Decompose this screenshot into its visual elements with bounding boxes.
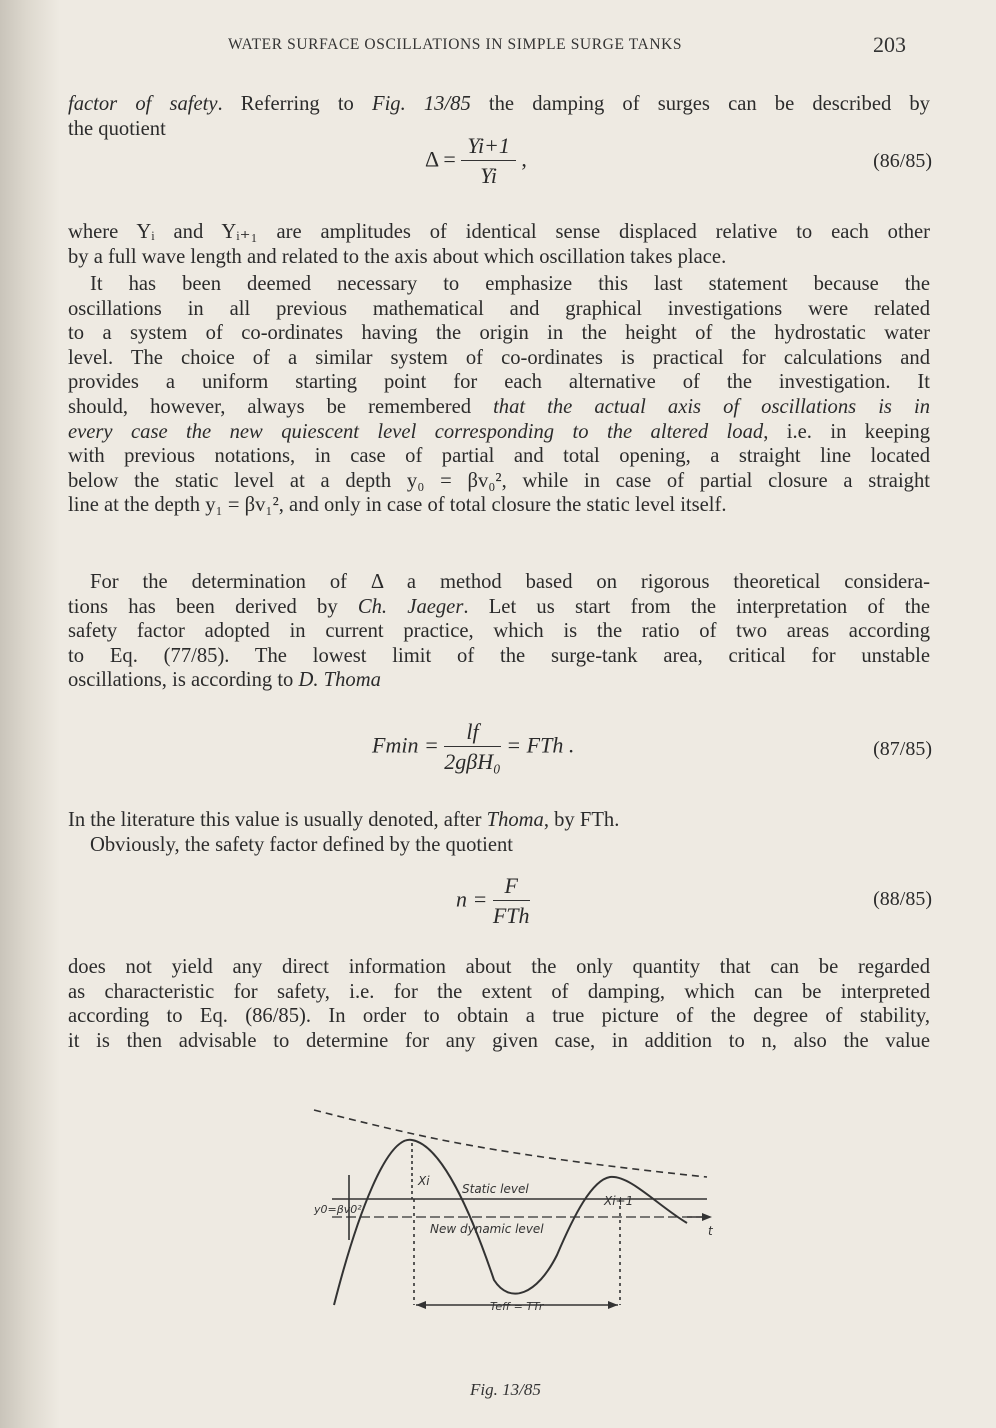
paragraph-5 bbox=[68, 808, 930, 857]
paragraph-line: with previous notations, in case of partial and total opening, a straight line located bbox=[68, 445, 930, 468]
paragraph-line: level. The choice of a similar system of co-ordinates is practical for calculations and bbox=[68, 346, 930, 369]
paragraph-line: by a full wave length and related to the axis about which oscillation takes place. bbox=[68, 245, 727, 268]
equation-number-86: (86/85) bbox=[873, 150, 932, 172]
arrowhead-left bbox=[416, 1301, 426, 1309]
equation-fraction bbox=[493, 872, 530, 931]
paragraph-line: factor of safety. Referring to Fig. 13/85 the damping of surges can be described by bbox=[68, 93, 930, 115]
equation-lhs: Δ = bbox=[425, 146, 456, 172]
paragraph-line: For the determination of Δ a method based on rigorous theoretical considera- bbox=[90, 571, 930, 593]
paragraph-line: does not yield any direct information about the only quantity that can be regarded bbox=[68, 956, 930, 978]
equation-lhs: Fmin = bbox=[372, 732, 439, 758]
figure-caption: Fig. 13/85 bbox=[470, 1380, 541, 1399]
paragraph-2 bbox=[68, 220, 930, 269]
italic-emphasis: that the actual axis of oscillations is in bbox=[493, 395, 930, 418]
equation-number-88: (88/85) bbox=[873, 888, 932, 910]
paragraph-line: line at the depth y₁ = βv₁², and only in case of total closure the static level itself. bbox=[68, 494, 727, 517]
label-y0: y0=βv0² bbox=[314, 1203, 362, 1216]
author-name: Ch. Jaeger bbox=[357, 595, 464, 618]
paragraph-line: to Eq. (77/85). The lowest limit of the surge-tank area, critical for unstable bbox=[68, 644, 930, 667]
paragraph-line: tions has been derived by Ch. Jaeger. Let us start from the interpretation of the bbox=[68, 595, 931, 618]
paragraph-line: every case the new quiescent level corresponding to the altered load, i.e. in keeping bbox=[68, 420, 930, 443]
italic-emphasis: every case the new quiescent level corresponding to the altered load bbox=[68, 420, 764, 443]
paragraph-line: where Yᵢ and Yᵢ₊₁ are amplitudes of identical sense displaced relative to each other bbox=[68, 221, 930, 243]
fraction-numerator: lf bbox=[444, 718, 501, 747]
paragraph-line: as characteristic for safety, i.e. for the extent of damping, which can be interpreted bbox=[68, 980, 930, 1003]
label-period: Teff = TTr bbox=[490, 1300, 544, 1313]
label-new-dynamic-level: New dynamic level bbox=[430, 1222, 544, 1236]
fraction-denominator: FTh bbox=[492, 903, 530, 928]
paragraph-6 bbox=[68, 955, 930, 1053]
damping-envelope bbox=[314, 1110, 707, 1177]
paragraph-line: oscillations in all previous mathematical and graphical investigations were related bbox=[68, 297, 930, 320]
paragraph-4 bbox=[68, 570, 930, 693]
running-head: WATER SURFACE OSCILLATIONS IN SIMPLE SURGE TANKS bbox=[228, 36, 683, 53]
fraction-denominator: 2gβH₀ bbox=[444, 749, 501, 774]
paragraph-line: In the literature this value is usually denoted, after Thoma, by FTh. bbox=[68, 809, 620, 831]
paragraph-line: It has been deemed necessary to emphasize this last statement because the bbox=[90, 273, 930, 295]
equation-fraction bbox=[444, 718, 501, 777]
paragraph-line: the quotient bbox=[68, 117, 166, 140]
fraction-denominator: Yi bbox=[480, 163, 497, 188]
equation-86: Δ = $\frac{Yi+1}{Yi}$ , bbox=[425, 132, 527, 191]
author-name: Thoma bbox=[486, 809, 544, 831]
paragraph-3 bbox=[68, 272, 930, 518]
figure-reference: Fig. 13/85 bbox=[371, 93, 471, 115]
equation-lhs: n = bbox=[456, 886, 488, 912]
arrowhead-time bbox=[702, 1213, 712, 1221]
label-static-level: Static level bbox=[462, 1182, 529, 1196]
equation-fraction bbox=[461, 132, 516, 191]
equation-87 bbox=[372, 718, 574, 777]
paragraph-line: safety factor adopted in current practice, which is the ratio of two areas according bbox=[68, 620, 930, 643]
italic-term: factor of safety bbox=[68, 93, 218, 115]
page-binding-shadow bbox=[0, 0, 60, 1428]
label-xi1: Xi+1 bbox=[604, 1194, 634, 1208]
paragraph-line: to a system of co-ordinates having the origin in the height of the hydrostatic water bbox=[68, 322, 930, 345]
equation-88 bbox=[456, 872, 530, 931]
fraction-numerator: Yi+1 bbox=[461, 132, 516, 161]
label-xi: Xi bbox=[418, 1174, 430, 1188]
equation-number-87: (87/85) bbox=[873, 738, 932, 760]
arrowhead-right bbox=[608, 1301, 618, 1309]
paragraph-line: below the static level at a depth y₀ = βv₀², while in case of partial closure a straight bbox=[68, 469, 930, 492]
paragraph-line: Obviously, the safety factor defined by the quotient bbox=[90, 833, 514, 856]
author-name: D. Thoma bbox=[298, 669, 381, 692]
paragraph-line: oscillations, is according to D. Thoma bbox=[68, 669, 381, 692]
paragraph-line: should, however, always be remembered that the actual axis of oscillations is in bbox=[68, 395, 930, 418]
surge-oscillation-figure bbox=[312, 1105, 722, 1375]
page-number: 203 bbox=[873, 32, 906, 57]
paragraph-line: according to Eq. (86/85). In order to obtain a true picture of the degree of stability, bbox=[68, 1005, 930, 1028]
paragraph-line: provides a uniform starting point for each alternative of the investigation. It bbox=[68, 371, 930, 394]
fraction-numerator: F bbox=[493, 872, 530, 901]
label-t: t bbox=[708, 1224, 713, 1238]
page-header bbox=[0, 32, 996, 62]
equation-rhs: = FTh . bbox=[506, 732, 575, 758]
paragraph-line: it is then advisable to determine for any given case, in addition to n, also the value bbox=[68, 1029, 930, 1052]
